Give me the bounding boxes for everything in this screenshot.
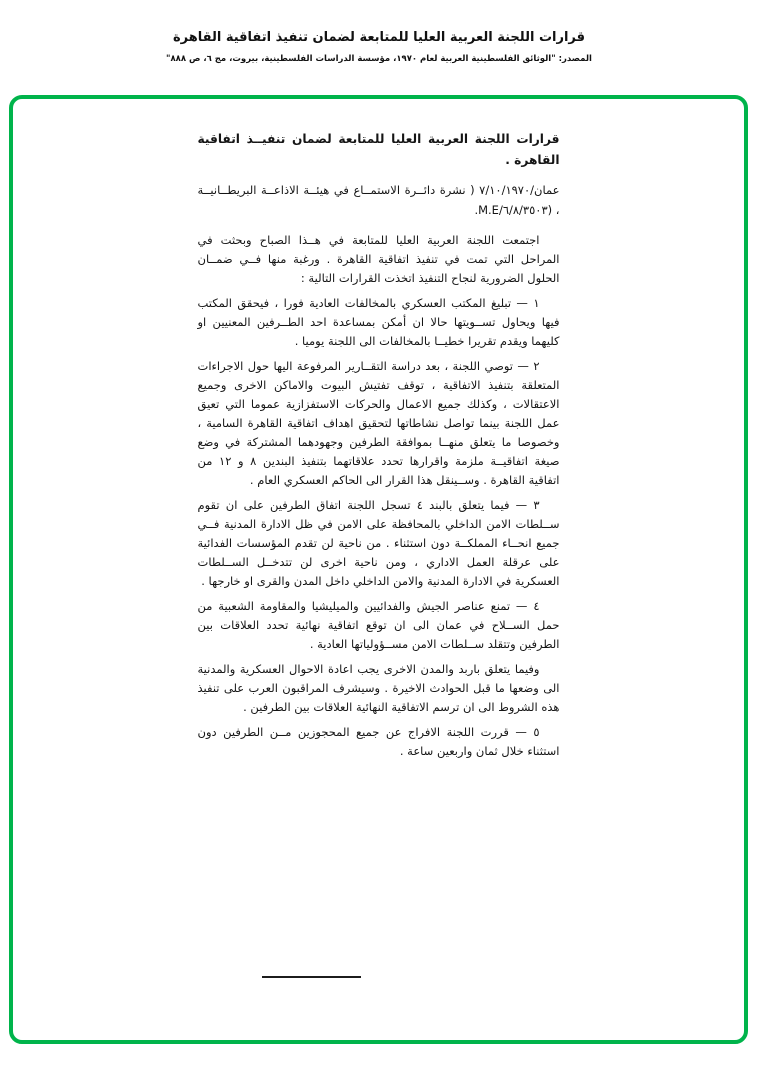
dateline-date: عمان/٧/١٠/١٩٧٠ — [479, 183, 560, 197]
document-scan-frame — [9, 95, 748, 1044]
dateline — [198, 180, 560, 220]
paragraph-intro: اجتمعت اللجنة العربية العليا للمتابعة في هــذا الصباح وبحثت في المراحل التي تمت في تنفيذ اتفاقية القاهرة . ورغبة منها فــي ضمــان الحلول الضرورية لنجاح التنفيذ اتخذت القرارات التالية : — [197, 233, 560, 285]
source-line: المصدر: "الوثائق الفلسطينية العربية لعام ١٩٧٠، مؤسسة الدراسات الفلسطينية، بيروت، مج ٦، ص ٨٨٨" — [166, 54, 592, 64]
bottom-rule — [262, 976, 361, 978]
paragraph-item-2: ٢ — توصي اللجنة ، بعد دراسة التقــارير المرفوعة اليها حول الاجراءات المتعلقة بتنفيذ الاتفاقية ، توقف تفتيش البيوت والاماكن الاخرى وجميع الاعتقالات ، وكذلك جميع الاعمال والحركات الاستفزازية عموما التي تعيق عمل اللجنة بينما تواصل نشاطاتها لتحقيق اهداف اتفاقية القاهرة السامية ، وخصوصا ما يتعلق منهــا بموافقة الطرفين وجهودهما المشتركة في وضع صيغة اتفاقيــة ملزمة واقرارها تحدد علاقاتهما بتنفيذ البندين ٨ و ١٢ من اتفاقية القاهرة . وســينقل هذا القرار الى الحاكم العسكري العام . — [197, 359, 560, 487]
paragraph-item-4: ٤ — تمنع عناصر الجيش والفدائيين والميليشيا والمقاومة الشعبية من حمل الســلاح في عمان الى ان توقع اتفاقية نهائية تحدد العلاقات بين الطرفين وتتقلد ســلطات الامن مســؤولياتها العادية . — [197, 599, 560, 651]
document-heading: قرارات اللجنة العربية العليا للمتابعة لضمان تنفيــذ اتفاقية القاهرة . — [197, 132, 560, 167]
paragraph-item-5: ٥ — قررت اللجنة الافراج عن جميع المحجوزين مــن الطرفين دون استثناء خلال ثمان واربعين ساعة . — [197, 725, 560, 758]
page-title: قرارات اللجنة العربية العليا للمتابعة لضمان تنفيذ اتفاقية القاهرة — [172, 30, 586, 45]
paragraph-item-3: ٣ — فيما يتعلق بالبند ٤ تسجل اللجنة اتفاق الطرفين على ان تقوم ســلطات الامن الداخلي بالمحافظة على الامن في ظل الادارة المدنية فــي جميع انحــاء المملكــة دون استثناء . من ناحية لن تقدم المؤسسات الفدائية على عرقلة العمل الاداري ، ومن ناحية اخرى لن تتدخــل الســلطات العسكرية في الادارة المدنية والامن الداخلي داخل المدن والقرى او خارجها . — [197, 498, 560, 588]
document-body — [198, 129, 560, 761]
page-header — [0, 30, 758, 64]
paragraph-irbid-note: وفيما يتعلق باربد والمدن الاخرى يجب اعادة الاحوال العسكرية والمدنية الى وضعها ما قبل الحوادث الاخيرة . وسيشرف المراقبون العرب على تنفيذ هذه الشروط الى ان ترسم الاتفاقية النهائية العلاقات بين الطرفين . — [197, 662, 560, 714]
dateline-source: ( نشرة دائــرة الاستمــاع في هيئــة الاذاعــة البريطــانيــة ، (٦/٨/٣٥٠٣/M.E. — [197, 183, 560, 217]
paragraph-item-1: ١ — تبليغ المكتب العسكري بالمخالفات العادية فورا ، فيحقق المكتب فيها ويحاول تســويتها حالا ان أمكن بمساعدة احد الطــرفين المعنيين او كليهما ويقدم تقريرا خطيــا بالمخالفات الى اللجنة يوميا . — [197, 296, 560, 348]
